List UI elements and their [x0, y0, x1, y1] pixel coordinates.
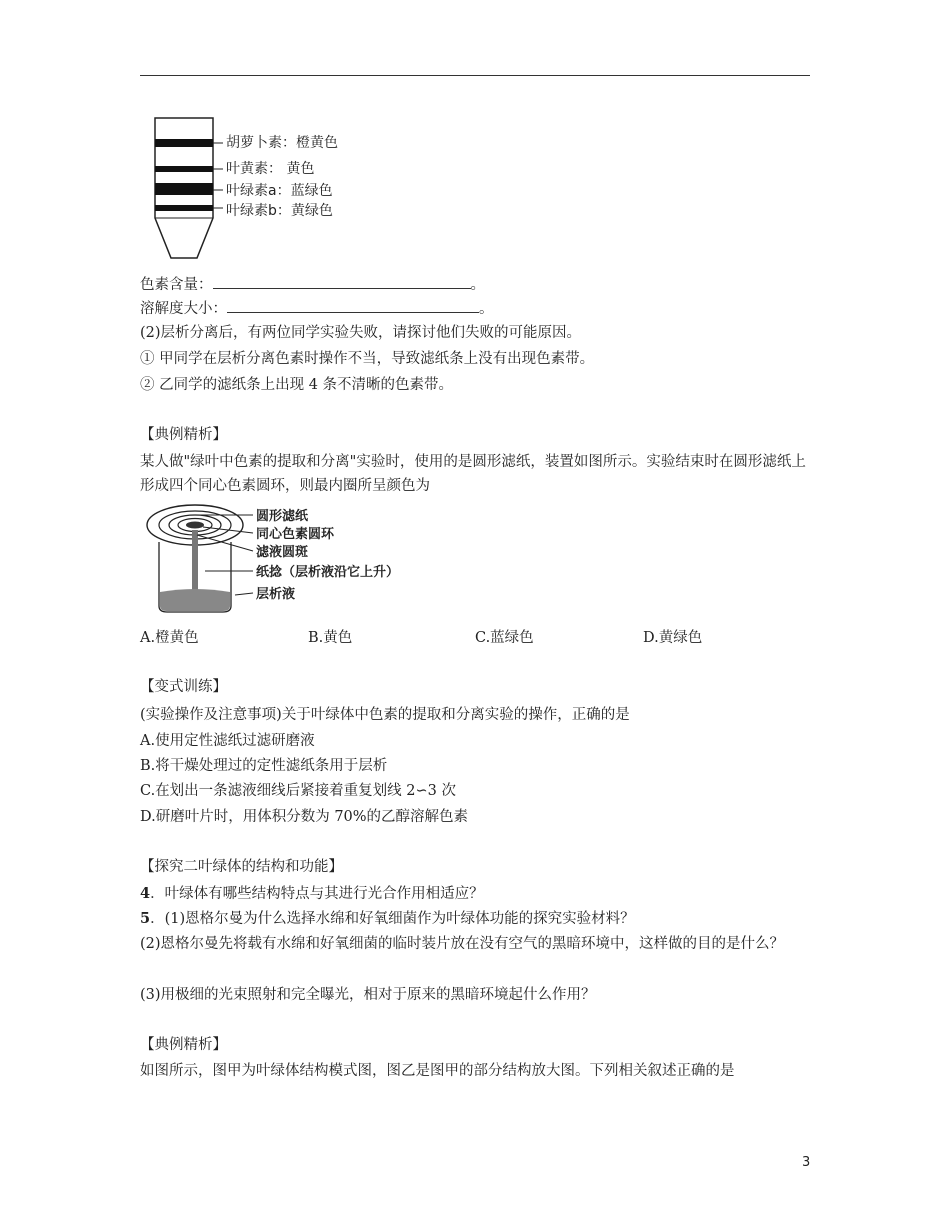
- solubility-line: [140, 298, 494, 320]
- fig2-leader-lines: [185, 505, 255, 605]
- example-heading-2: 【典例精析】: [140, 1037, 227, 1053]
- period: 。: [470, 277, 485, 293]
- question-5-number: 5: [140, 910, 151, 927]
- question-2: (2)层析分离后，有两位同学实验失败，请探讨他们失败的可能原因。: [140, 325, 582, 341]
- question-5: [140, 908, 635, 930]
- fig1-label-chlorophyll-a: 叶绿素a：蓝绿色: [226, 183, 333, 199]
- option-b: B.黄色: [308, 630, 353, 646]
- question-4: [140, 883, 484, 905]
- fig2-label-rings: 同心色素圆环: [256, 527, 335, 542]
- option-d: D.黄绿色: [643, 630, 703, 646]
- question-5-2: (2)恩格尔曼先将载有水绵和好氧细菌的临时装片放在没有空气的黑暗环境中，这样做的目的是什么？: [140, 936, 785, 952]
- header-rule: [140, 75, 810, 76]
- fig2-label-solvent: 层析液: [256, 587, 296, 602]
- solubility-blank[interactable]: [227, 298, 479, 313]
- variant-heading: 【变式训练】: [140, 679, 227, 695]
- fig1-label-chlorophyll-b: 叶绿素b：黄绿色: [226, 203, 333, 219]
- fig1-label-carotene: 胡萝卜素：橙黄色: [226, 135, 338, 151]
- variant-option-d: D.研磨叶片时，用体积分数为 70%的乙醇溶解色素: [140, 809, 469, 825]
- question-5-text: ．(1)恩格尔曼为什么选择水绵和好氧细菌作为叶绿体功能的探究实验材料？: [150, 911, 635, 927]
- question-5-3: (3)用极细的光束照射和完全曝光，相对于原来的黑暗环境起什么作用？: [140, 987, 596, 1003]
- question-4-text: ．叶绿体有哪些结构特点与其进行光合作用相适应？: [150, 886, 484, 902]
- reason-item-1: ① 甲同学在层析分离色素时操作不当，导致滤纸条上没有出现色素带。: [140, 351, 595, 367]
- option-c: C.蓝绿色: [475, 630, 534, 646]
- question-4-number: 4: [140, 885, 151, 902]
- pigment-content-line: [140, 274, 485, 296]
- fig2-label-spot: 滤液圆斑: [256, 545, 309, 560]
- period: 。: [479, 301, 494, 317]
- variant-option-b: B.将干燥处理过的定性滤纸条用于层析: [140, 758, 388, 774]
- explore2-heading: 【探究二叶绿体的结构和功能】: [140, 859, 343, 875]
- reason-item-2: ② 乙同学的滤纸条上出现 4 条不清晰的色素带。: [140, 377, 454, 393]
- example-text-1: 某人做"绿叶中色素的提取和分离"实验时，使用的是圆形滤纸，装置如图所示。实验结束时在圆形滤纸上形成四个同心色素圆环，则最内圈所呈颜色为: [140, 454, 806, 494]
- option-a: A.橙黄色: [140, 630, 199, 646]
- example-text-2: 如图所示，图甲为叶绿体结构模式图，图乙是图甲的部分结构放大图。下列相关叙述正确的是: [140, 1063, 735, 1079]
- variant-option-c: C.在划出一条滤液细线后紧接着重复划线 2∽3 次: [140, 783, 457, 799]
- pigment-content-blank[interactable]: [213, 274, 471, 289]
- fig2-label-filter-paper: 圆形滤纸: [256, 509, 309, 524]
- pigment-content-label: 色素含量：: [140, 277, 213, 293]
- solubility-label: 溶解度大小：: [140, 301, 227, 317]
- variant-question: (实验操作及注意事项)关于叶绿体中色素的提取和分离实验的操作，正确的是: [140, 707, 630, 723]
- page-number: 3: [802, 1155, 811, 1170]
- fig2-label-wick: 纸捻（层析液沿它上升）: [256, 565, 400, 580]
- fig1-label-xanthophyll: 叶黄素： 黄色: [226, 161, 315, 177]
- example-heading-1: 【典例精析】: [140, 427, 227, 443]
- variant-option-a: A.使用定性滤纸过滤研磨液: [140, 733, 315, 749]
